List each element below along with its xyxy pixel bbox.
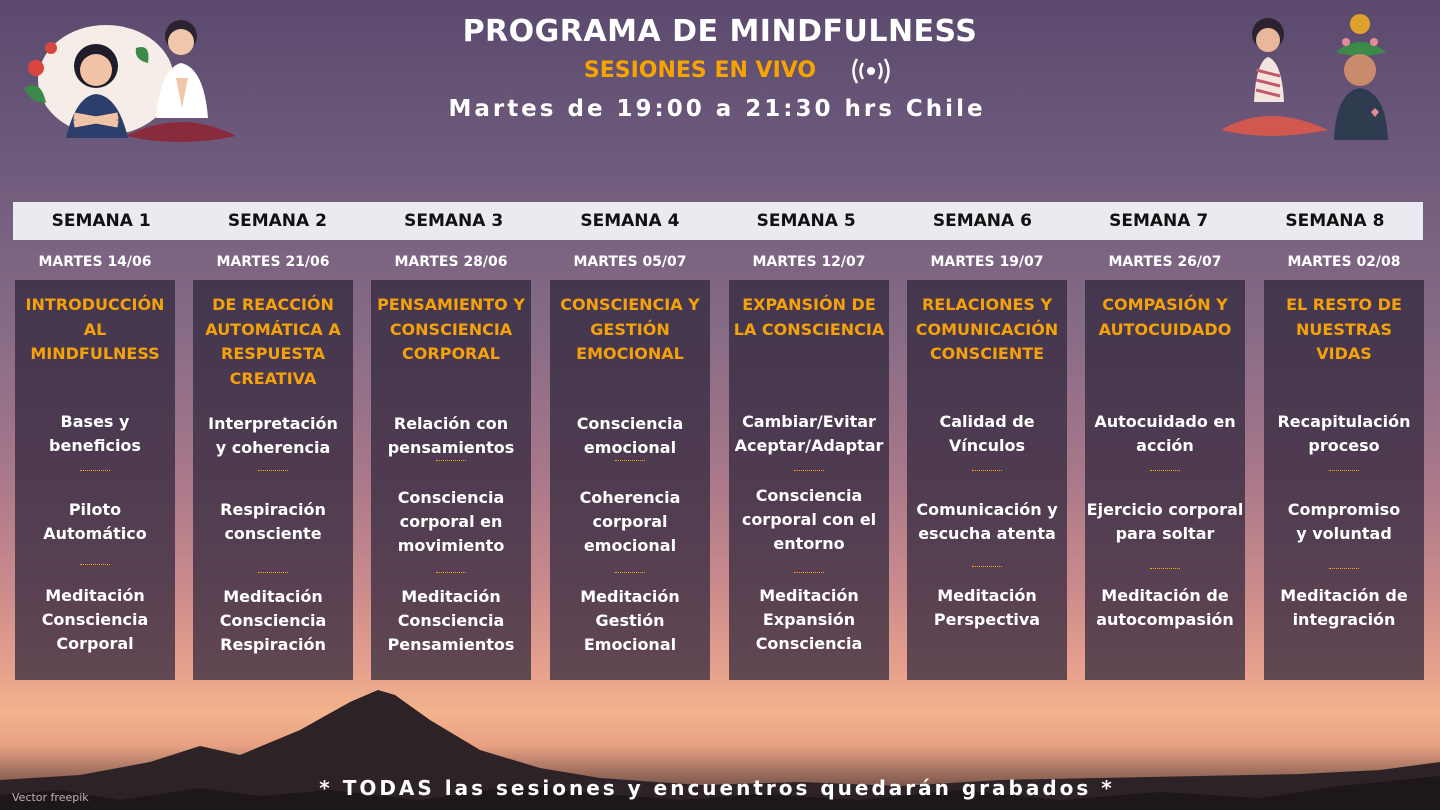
week-theme-line: CORPORAL [402, 344, 500, 363]
week-date: MARTES 05/07 [573, 254, 687, 270]
week-activity [729, 484, 889, 556]
week-activity-line: Meditación de [1280, 586, 1408, 605]
activity-divider [615, 460, 645, 461]
week-activity-line: Expansión [762, 610, 856, 629]
week-theme-line: CONSCIENCIA Y [560, 295, 700, 314]
activity-divider [794, 470, 824, 471]
week-theme-line: PENSAMIENTO Y [377, 295, 525, 314]
week-activity-line: Automático [43, 524, 147, 543]
activity-divider [615, 572, 645, 573]
week-activity-line: corporal [592, 512, 668, 531]
week-activity [550, 412, 710, 460]
week-activity-line: Bases y [60, 412, 130, 431]
week-activity-line: Comunicación y [916, 500, 1058, 519]
week-activity-line: Consciencia [576, 414, 684, 433]
week-card [15, 280, 175, 680]
week-theme-line: CONSCIENTE [929, 344, 1045, 363]
week-activity-line: Consciencia [397, 611, 505, 630]
week-label: SEMANA 7 [1109, 211, 1209, 231]
week-activity-line: integración [1292, 610, 1396, 629]
week-activity-line: Gestión [595, 611, 665, 630]
week-theme-title [1085, 293, 1245, 342]
week-date: MARTES 21/06 [216, 254, 330, 270]
week-activity-line: acción [1136, 436, 1194, 455]
week-card [193, 280, 353, 680]
week-theme-title [193, 293, 353, 391]
week-theme-line: RESPUESTA [221, 344, 325, 363]
week-theme-line: EXPANSIÓN DE [742, 295, 876, 314]
week-theme-line: EMOCIONAL [576, 344, 684, 363]
week-theme-line: EL RESTO DE [1286, 295, 1402, 314]
activity-divider [1150, 568, 1180, 569]
week-activity [15, 584, 175, 656]
week-activity [193, 498, 353, 546]
week-activity-line: Consciencia [219, 611, 327, 630]
week-activity [1264, 584, 1424, 632]
week-label: SEMANA 6 [932, 211, 1032, 231]
week-label: SEMANA 5 [756, 211, 856, 231]
week-activity-line: pensamientos [387, 438, 515, 457]
week-theme-line: AUTOMÁTICA A [205, 319, 341, 339]
week-activity-line: Ejercicio corporal [1086, 500, 1244, 519]
week-activity-line: Interpretación [208, 414, 338, 433]
week-activity-line: beneficios [49, 436, 141, 455]
week-activity [15, 410, 175, 458]
week-activity-line: Emocional [583, 635, 677, 654]
week-activity-line: Meditación [937, 586, 1037, 605]
activity-divider [436, 460, 466, 461]
week-activity-line: Perspectiva [933, 610, 1041, 629]
week-date: MARTES 12/07 [752, 254, 866, 270]
week-activity-line: entorno [773, 534, 845, 553]
subtitle: SESIONES EN VIVO [583, 58, 817, 83]
week-activity-line: Meditación [401, 587, 501, 606]
week-activity-line: Meditación de [1101, 586, 1229, 605]
credit-text: Vector freepik [12, 791, 89, 804]
week-activity [1264, 410, 1424, 458]
activity-divider [1329, 568, 1359, 569]
week-activity-line: Respiración [220, 500, 326, 519]
week-activity-line: emocional [583, 536, 677, 555]
week-activity [1264, 498, 1424, 546]
week-label: SEMANA 1 [51, 211, 151, 231]
week-label: SEMANA 3 [404, 211, 504, 231]
activity-divider [1329, 470, 1359, 471]
week-label: SEMANA 2 [227, 211, 327, 231]
week-activity-line: Vínculos [948, 436, 1026, 455]
week-activity-line: movimiento [397, 536, 505, 555]
week-activity-line: Calidad de [939, 412, 1035, 431]
week-card [1264, 280, 1424, 680]
week-activity [193, 585, 353, 657]
week-activity-line: corporal en [399, 512, 503, 531]
week-activity-line: Consciencia [397, 488, 505, 507]
week-theme-title [729, 293, 889, 342]
week-activity-line: Meditación [759, 586, 859, 605]
week-card [729, 280, 889, 680]
week-activity-line: Corporal [56, 634, 134, 653]
week-date: MARTES 28/06 [394, 254, 508, 270]
week-activity-line: para soltar [1115, 524, 1215, 543]
week-activity [371, 585, 531, 657]
week-activity-line: Consciencia [755, 486, 863, 505]
week-activity-line: Meditación [223, 587, 323, 606]
week-theme-title [371, 293, 531, 367]
week-activity [15, 498, 175, 546]
week-theme-title [907, 293, 1067, 367]
week-activity-line: proceso [1308, 436, 1380, 455]
week-activity-line: consciente [224, 524, 322, 543]
week-activity-line: emocional [583, 438, 677, 457]
week-theme-line: COMUNICACIÓN [915, 319, 1059, 339]
week-date: MARTES 26/07 [1108, 254, 1222, 270]
week-activity-line: Aceptar/Adaptar [734, 436, 884, 455]
week-theme-line: RELACIONES Y [921, 295, 1053, 314]
week-label: SEMANA 4 [580, 211, 680, 231]
week-activity [371, 412, 531, 460]
week-activity [729, 410, 889, 458]
week-activity [550, 585, 710, 657]
week-activity-line: y coherencia [215, 438, 331, 457]
activity-divider [972, 566, 1002, 567]
week-activity-line: Autocuidado en [1094, 412, 1236, 431]
week-activity-line: escucha atenta [918, 524, 1056, 543]
week-theme-title [1264, 293, 1424, 367]
week-theme-line: NUESTRAS [1296, 319, 1392, 339]
page-title: PROGRAMA DE MINDFULNESS [462, 14, 978, 49]
activity-divider [436, 572, 466, 573]
weeks-header-bar [13, 202, 1423, 240]
week-theme-line: CONSCIENCIA [389, 319, 513, 339]
week-theme-line: AL [83, 319, 107, 339]
week-activity [1085, 498, 1245, 546]
week-activity [729, 584, 889, 656]
week-theme-line: CREATIVA [229, 368, 317, 388]
week-activity [371, 486, 531, 558]
week-activity-line: Relación con [393, 414, 509, 433]
footer-note: * TODAS las sesiones y encuentros quedarán grabados * [319, 776, 1115, 800]
week-activity-line: Meditación [45, 586, 145, 605]
week-theme-line: GESTIÓN [590, 319, 670, 339]
week-theme-title [15, 293, 175, 367]
activity-divider [1150, 470, 1180, 471]
week-activity-line: Compromiso [1287, 500, 1401, 519]
week-activity-line: Cambiar/Evitar [742, 412, 876, 431]
week-date: MARTES 02/08 [1287, 254, 1401, 270]
week-activity-line: Meditación [580, 587, 680, 606]
week-theme-line: MINDFULNESS [30, 344, 160, 363]
week-theme-line: INTRODUCCIÓN [25, 295, 165, 314]
week-activity [1085, 410, 1245, 458]
week-label: SEMANA 8 [1285, 211, 1385, 231]
week-activity-line: Coherencia [579, 488, 681, 507]
activity-divider [972, 470, 1002, 471]
week-activity-line: Pensamientos [387, 635, 515, 654]
week-activity-line: Consciencia [41, 610, 149, 629]
week-theme-line: DE REACCIÓN [212, 295, 334, 314]
activity-divider [258, 470, 288, 471]
week-theme-line: LA CONSCIENCIA [733, 319, 885, 339]
week-activity-line: Consciencia [755, 634, 863, 653]
week-activity-line: Recapitulación [1277, 412, 1411, 431]
week-activity-line: Piloto [68, 500, 122, 519]
week-activity-line: y voluntad [1296, 524, 1392, 543]
activity-divider [258, 572, 288, 573]
week-activity [1085, 584, 1245, 632]
week-theme-line: AUTOCUIDADO [1098, 319, 1232, 339]
schedule-text: Martes de 19:00 a 21:30 hrs Chile [448, 96, 986, 122]
activity-divider [794, 572, 824, 573]
week-theme-title [550, 293, 710, 367]
activity-divider [80, 564, 110, 565]
activity-divider [80, 470, 110, 471]
week-date: MARTES 19/07 [930, 254, 1044, 270]
week-activity [907, 410, 1067, 458]
week-activity [193, 412, 353, 460]
week-activity [907, 498, 1067, 546]
week-activity [907, 584, 1067, 632]
week-activity [550, 486, 710, 558]
week-theme-line: COMPASIÓN Y [1102, 295, 1228, 314]
week-activity-line: Respiración [220, 635, 326, 654]
week-activity-line: corporal con el [741, 510, 877, 529]
week-card [371, 280, 531, 680]
week-card [907, 280, 1067, 680]
week-card [1085, 280, 1245, 680]
week-date: MARTES 14/06 [38, 254, 152, 270]
week-theme-line: VIDAS [1316, 344, 1372, 363]
week-card [550, 280, 710, 680]
week-activity-line: autocompasión [1096, 610, 1234, 629]
